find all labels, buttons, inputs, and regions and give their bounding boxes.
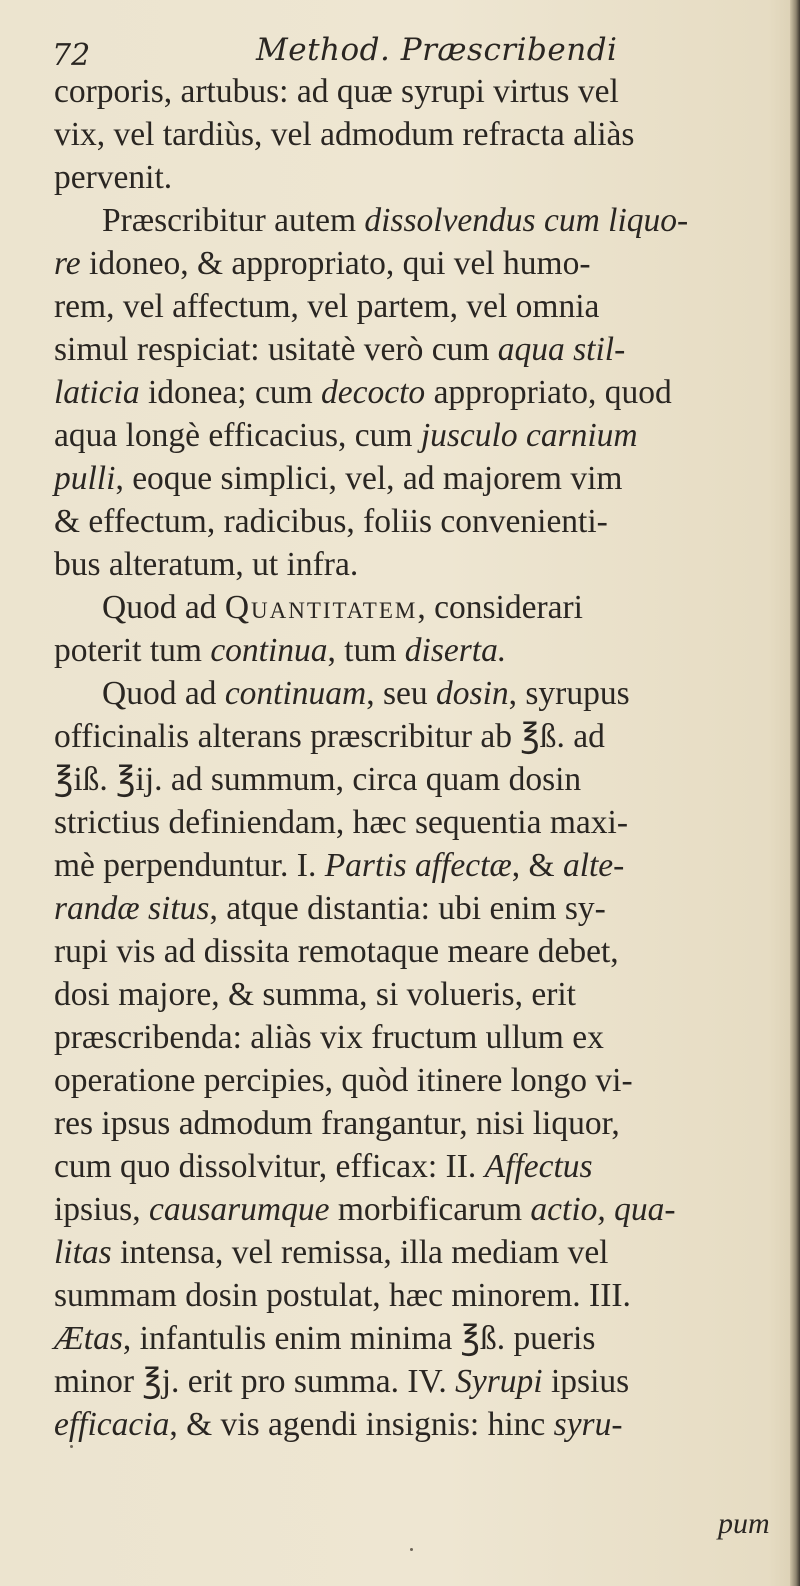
italic-text: re — [54, 245, 81, 282]
text-line — [54, 1231, 770, 1274]
text-line — [54, 801, 770, 844]
italic-text: Affectus — [484, 1148, 593, 1185]
text-segment: Quod ad — [102, 589, 225, 626]
italic-text: pulli — [54, 460, 116, 497]
text-segment: operatione percipies, quòd itinere longo vi- — [54, 1062, 633, 1099]
text-segment: , & vis agendi insignis: hinc — [169, 1406, 554, 1443]
text-line — [54, 371, 770, 414]
text-line — [54, 1102, 770, 1145]
text-line — [54, 758, 770, 801]
text-segment: ipsius — [542, 1363, 630, 1400]
text-segment: cum quo dissolvitur, efficax: II. — [54, 1148, 485, 1185]
text-line — [54, 844, 770, 887]
italic-text: Partis affectæ — [324, 847, 512, 884]
italic-text: jusculo carnium — [420, 417, 638, 454]
text-segment: intensa, vel remissa, illa mediam vel — [111, 1234, 609, 1271]
text-segment: ipsius, — [54, 1191, 149, 1228]
italic-text: continua — [210, 632, 328, 669]
text-line — [54, 1016, 770, 1059]
italic-text: continuam — [224, 675, 367, 712]
italic-text: syru- — [553, 1406, 623, 1443]
italic-text: randæ situs — [54, 890, 210, 927]
text-segment: Præscribitur autem — [102, 202, 365, 239]
text-line — [54, 156, 770, 199]
text-segment: rupi vis ad dissita remotaque meare debet, — [54, 933, 619, 970]
text-body — [54, 70, 770, 1446]
italic-text: litas — [54, 1234, 112, 1271]
text-line — [54, 973, 770, 1016]
text-segment: , seu — [366, 675, 437, 712]
italic-text: dosin — [436, 675, 509, 712]
text-line — [54, 586, 770, 629]
text-segment: Quod ad — [102, 675, 225, 712]
text-line — [54, 242, 770, 285]
catchword: pum — [718, 1507, 770, 1540]
italic-text: efficacia — [54, 1406, 170, 1443]
text-line — [54, 1403, 770, 1446]
text-segment: , eoque simplici, vel, ad majorem vim — [115, 460, 623, 497]
text-line — [54, 328, 770, 371]
text-line — [54, 930, 770, 973]
text-segment: corporis, artubus: ad quæ syrupi virtus vel — [54, 73, 619, 110]
page-edge-shadow — [790, 0, 800, 1586]
ink-speck — [410, 1548, 413, 1551]
text-segment: idoneo, & appropriato, qui vel humo- — [80, 245, 591, 282]
text-line — [54, 70, 770, 113]
text-segment: aqua longè efficacius, cum — [54, 417, 421, 454]
text-line — [54, 457, 770, 500]
text-segment: bus alteratum, ut infra. — [54, 546, 359, 583]
italic-text: alte- — [562, 847, 625, 884]
italic-text: Ætas — [54, 1320, 123, 1357]
text-line — [54, 1188, 770, 1231]
text-line — [54, 113, 770, 156]
text-line — [54, 199, 770, 242]
page-number: 72 — [52, 38, 91, 73]
text-segment: vix, vel tardiùs, vel admodum refracta aliàs — [54, 116, 635, 153]
text-segment: dosi majore, & summa, si volueris, erit — [54, 976, 576, 1013]
text-segment: , tum — [327, 632, 405, 669]
text-line — [54, 629, 770, 672]
text-segment: , infantulis enim minima ℥ß. pueris — [122, 1320, 596, 1357]
text-line — [54, 500, 770, 543]
text-segment: rem, vel affectum, vel partem, vel omnia — [54, 288, 600, 325]
text-segment: præscribenda: aliàs vix fructum ullum ex — [54, 1019, 604, 1056]
ink-speck — [70, 1445, 73, 1448]
text-segment: pervenit. — [54, 159, 173, 196]
text-segment: officinalis alterans præscribitur ab ℥ß. ad — [54, 718, 605, 755]
text-segment: idonea; cum — [139, 374, 322, 411]
text-line — [54, 1059, 770, 1102]
text-segment: , syrupus — [508, 675, 630, 712]
text-segment: summam dosin postulat, hæc minorem. III. — [54, 1277, 631, 1314]
italic-text: decocto — [321, 374, 426, 411]
text-segment: & effectum, radicibus, foliis convenienti- — [54, 503, 608, 540]
small-caps-text: Quantitatem — [224, 589, 418, 626]
text-line — [54, 543, 770, 586]
text-line — [54, 1317, 770, 1360]
italic-text: diserta. — [404, 632, 507, 669]
text-segment: ℥iß. ℥ij. ad summum, circa quam dosin — [54, 761, 582, 798]
italic-text: dissolvendus cum liquo- — [364, 202, 689, 239]
text-segment: poterit tum — [54, 632, 211, 669]
text-line — [54, 672, 770, 715]
italic-text: actio, qua- — [530, 1191, 676, 1228]
text-line — [54, 715, 770, 758]
text-line — [54, 285, 770, 328]
text-segment: appropriato, quod — [425, 374, 672, 411]
text-line — [54, 1360, 770, 1403]
text-line — [54, 1145, 770, 1188]
text-segment: res ipsus admodum frangantur, nisi liquor, — [54, 1105, 620, 1142]
italic-text: causarumque — [148, 1191, 330, 1228]
italic-text: laticia — [54, 374, 140, 411]
text-segment: , & — [511, 847, 563, 884]
text-line — [54, 1274, 770, 1317]
text-segment: , considerari — [417, 589, 583, 626]
text-segment: minor ℥j. erit pro summa. IV. — [54, 1363, 456, 1400]
text-segment: mè perpenduntur. I. — [54, 847, 325, 884]
text-segment: , atque distantia: ubi enim sy- — [209, 890, 606, 927]
text-segment: strictius definiendam, hæc sequentia maxi- — [54, 804, 628, 841]
italic-text: Syrupi — [455, 1363, 543, 1400]
text-line — [54, 414, 770, 457]
running-head: Method. Præscribendi — [256, 32, 618, 68]
text-line — [54, 887, 770, 930]
italic-text: aqua stil- — [497, 331, 626, 368]
text-segment: morbificarum — [329, 1191, 531, 1228]
text-segment: simul respiciat: usitatè verò cum — [54, 331, 498, 368]
